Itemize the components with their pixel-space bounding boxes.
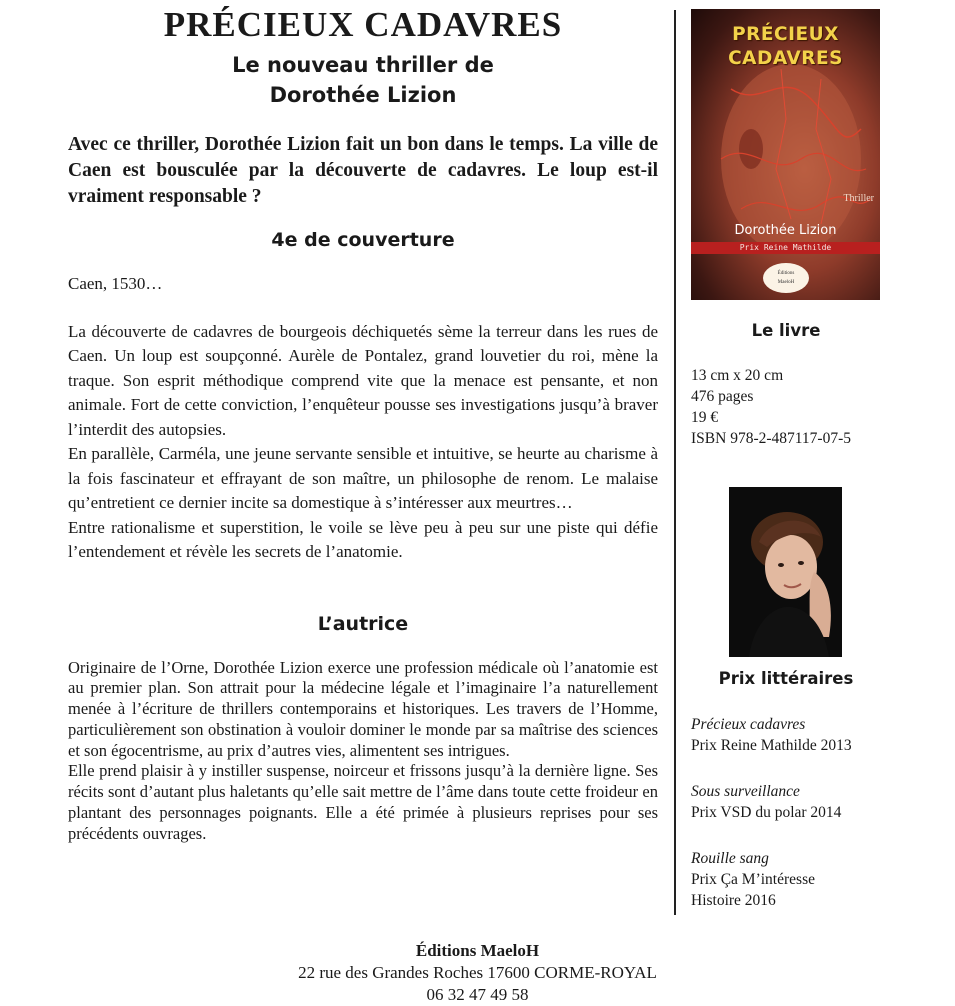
prize-book-title: Précieux cadavres [691, 716, 806, 733]
main-column [68, 0, 658, 845]
author-heading: L’autrice [317, 612, 409, 635]
author-paragraph-2: Elle prend plaisir à y instiller suspense, noirceur et frissons jusqu’à la dernière ligne. Ses récits sont d’autant plus haletants qu’elle sait mettre de l’âme dans toute cette froideur en plantant des personnages poignants. Elle a été primée à plusieurs reprises pour ses précédents ouvrages. [68, 761, 658, 843]
prize-book-title: Rouille sang [691, 850, 769, 867]
publisher-logo [763, 263, 809, 293]
publisher-phone: 06 32 47 49 58 [426, 985, 529, 1004]
prize-item [691, 781, 866, 823]
cover-prize-band: Prix Reine Mathilde [691, 242, 880, 254]
cover-title-line2: CADAVRES [728, 48, 843, 69]
prize-item [691, 714, 866, 756]
page-title: PRÉCIEUX CADAVRES [163, 5, 563, 44]
cover-author: Dorothée Lizion [734, 223, 837, 238]
publisher-address: 22 rue des Grandes Roches 17600 CORME-ROYAL [298, 963, 657, 982]
book-cover-image [691, 9, 880, 300]
back-cover-paragraph-3: Entre rationalisme et superstition, le voile se lève peu à peu sur une piste qui défie l’entendement et révèle les secrets de l’anatomie. [68, 517, 658, 561]
author-photo [729, 487, 842, 657]
column-divider [674, 10, 676, 915]
prize-name: Prix Ça M’intéresse Histoire 2016 [691, 871, 815, 909]
author-portrait [729, 487, 842, 657]
cover-title-line1: PRÉCIEUX [732, 24, 839, 45]
cover-title [691, 23, 880, 71]
prize-name: Prix Reine Mathilde 2013 [691, 737, 852, 754]
book-heading: Le livre [751, 321, 821, 340]
subtitle-line1: Le nouveau thriller de [232, 53, 494, 77]
publisher-footer [0, 940, 955, 1006]
subtitle-line2: Dorothée Lizion [269, 83, 457, 107]
back-cover-paragraph-1: La découverte de cadavres de bourgeois déchiquetés sème la terreur dans les rues de Caen. Un loup est soupçonné. Aurèle de Pontalez, grand louvetier du roi, mène la traque. Son esprit méthodique comprend vite que la menace est pensante, et non animale. Fort de cette conviction, l’enquêteur pousse ses investigations jusqu’à braver l’interdit des autopsies. [68, 321, 658, 439]
book-pages: 476 pages [691, 388, 754, 405]
back-cover-paragraph-2: En parallèle, Carméla, une jeune servante sensible et intuitive, se heurte au charisme à la fois fascinateur et effrayant de son maître, un philosophe de renom. Le malaise qu’entretient ce dernier incite sa domestique à s’intéresser aux meurtres… [68, 444, 658, 512]
book-format: 13 cm x 20 cm [691, 367, 784, 384]
prizes-heading: Prix littéraires [718, 669, 854, 688]
lead-paragraph: Avec ce thriller, Dorothée Lizion fait un bon dans le temps. La ville de Caen est bousculée par la découverte de cadavres. Le loup est-il vraiment responsable ? [68, 134, 658, 207]
prize-list [691, 714, 866, 911]
book-details [691, 365, 891, 449]
author-paragraph-1: Originaire de l’Orne, Dorothée Lizion exerce une profession médicale où l’anatomie est au premier plan. Son attrait pour la médecine légale et l’imaginaire l’a naturellement menée à l’écriture de thrillers contemporains et historiques. Les travers de l’Homme, particulièrement son obstination à vouloir dominer le monde par sa maîtrise des sciences et son égocentrisme, au prix d’autres vies, alimentent ses intrigues. [68, 657, 658, 760]
back-cover-heading: 4e de couverture [271, 229, 455, 251]
prize-item [691, 848, 866, 911]
prize-name: Prix VSD du polar 2014 [691, 804, 842, 821]
publisher-name: Éditions MaeloH [415, 941, 540, 960]
logo-line1: Éditions [777, 271, 795, 276]
book-price: 19 € [691, 409, 719, 426]
prize-book-title: Sous surveillance [691, 783, 800, 800]
book-isbn: ISBN 978-2-487117-07-5 [691, 430, 852, 447]
dateline: Caen, 1530… [68, 274, 163, 293]
cover-genre: Thriller [843, 193, 874, 204]
logo-line2: MaeloH [777, 280, 795, 285]
